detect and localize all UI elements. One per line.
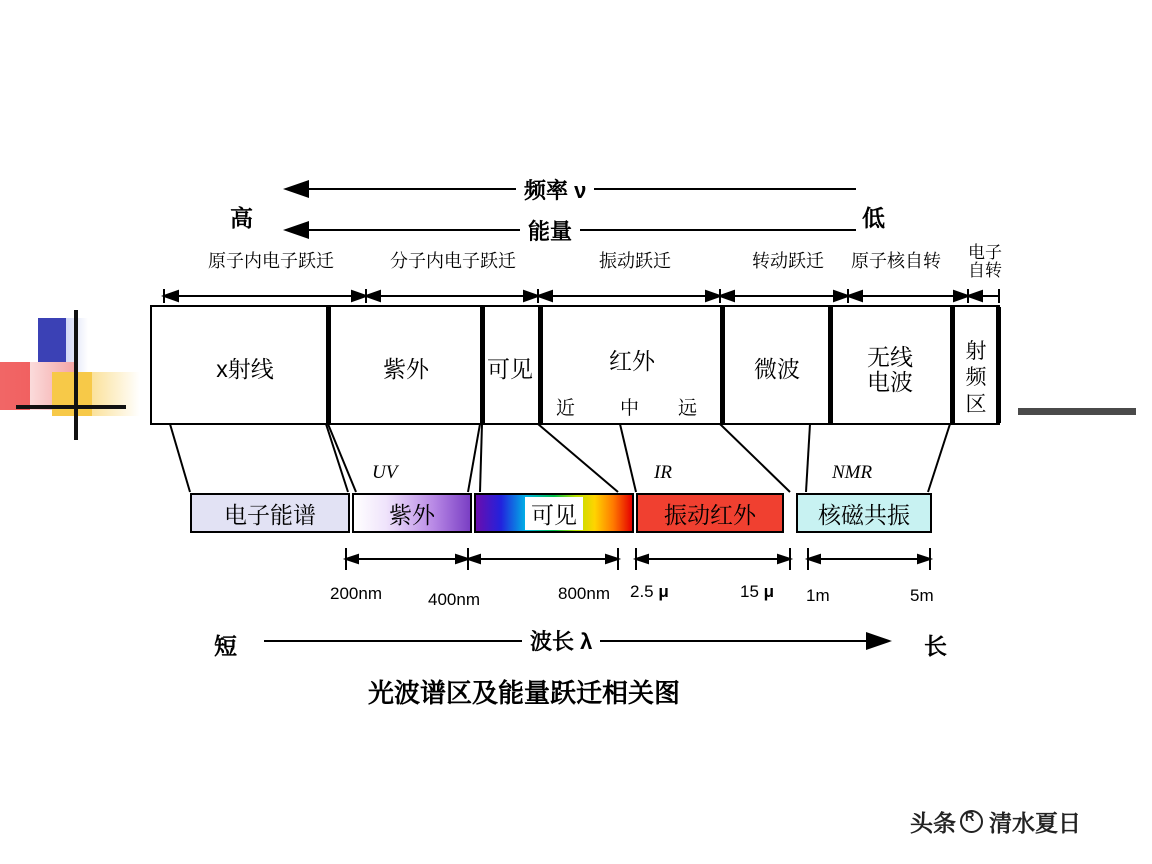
band-label-microwave: 微波 bbox=[754, 356, 800, 382]
spectrum-strip bbox=[150, 305, 1000, 427]
transition-arrows bbox=[150, 288, 1000, 304]
ir-subband-far: 远 bbox=[678, 398, 698, 419]
band-label-ir: 红外 bbox=[609, 348, 655, 374]
technique-box-visible-label: 可见 bbox=[525, 497, 583, 530]
technique-box-electron-spectroscopy[interactable]: 电子能谱 bbox=[190, 493, 350, 533]
decorative-logo-graphic bbox=[0, 300, 140, 440]
transition-label-1: 分子内电子跃迁 bbox=[390, 251, 516, 271]
strip-right-edge bbox=[996, 307, 1001, 423]
funnel-connectors bbox=[150, 424, 1000, 494]
ir-subband-mid: 中 bbox=[620, 398, 640, 419]
transition-label-0: 原子内电子跃迁 bbox=[208, 251, 334, 271]
transition-label-5: 电子 自转 bbox=[968, 243, 1002, 280]
high-label: 高 bbox=[230, 205, 253, 231]
figure-caption: 光波谱区及能量跃迁相关图 bbox=[368, 678, 681, 708]
scale-label-15um: 15 μ bbox=[740, 582, 775, 601]
technique-box-ir[interactable]: 振动红外 bbox=[636, 493, 784, 533]
technique-box-nmr[interactable]: 核磁共振 bbox=[796, 493, 932, 533]
band-label-visible: 可见 bbox=[487, 356, 533, 382]
watermark-prefix: 头条 bbox=[910, 810, 956, 836]
scale-label-2p5um: 2.5 μ bbox=[630, 582, 669, 601]
band-label-radio: 无线 电波 bbox=[867, 344, 913, 396]
watermark bbox=[910, 805, 1081, 838]
technique-tag-nmr: NMR bbox=[832, 462, 873, 483]
wavelength-scale-row bbox=[150, 544, 1000, 572]
energy-axis-label: 能量 bbox=[520, 215, 580, 246]
strip-top-rule bbox=[150, 305, 1000, 307]
divider-ir-micro bbox=[720, 307, 725, 423]
technique-box-visible[interactable] bbox=[474, 493, 634, 533]
transition-label-4: 原子核自转 bbox=[851, 251, 941, 271]
divider-radio-rf bbox=[950, 307, 955, 423]
frequency-axis-label: 频率 ν bbox=[516, 174, 594, 205]
band-label-rf: 射 频 区 bbox=[965, 340, 987, 416]
transition-row bbox=[150, 243, 1002, 302]
watermark-name: 清水夏日 bbox=[989, 810, 1081, 836]
divider-micro-radio bbox=[828, 307, 833, 423]
short-label: 短 bbox=[214, 633, 237, 659]
transition-label-3: 转动跃迁 bbox=[752, 251, 824, 271]
scale-label-200nm: 200nm bbox=[330, 584, 382, 603]
scale-label-1m: 1m bbox=[806, 586, 830, 605]
strip-left-edge bbox=[150, 305, 152, 425]
technique-box-uv-label: 紫外 bbox=[389, 501, 435, 528]
technique-box-uv[interactable] bbox=[352, 493, 472, 533]
technique-tag-ir: IR bbox=[654, 462, 672, 483]
frequency-arrow-head bbox=[283, 180, 309, 198]
divider-xray-uv bbox=[326, 307, 331, 423]
divider-vis-ir bbox=[538, 307, 543, 423]
transition-label-2: 振动跃迁 bbox=[599, 251, 671, 271]
band-label-xray: x射线 bbox=[216, 356, 274, 382]
scale-label-5m: 5m bbox=[910, 586, 934, 605]
registered-mark-icon bbox=[960, 810, 983, 833]
scale-label-400nm: 400nm bbox=[428, 590, 480, 609]
low-label: 低 bbox=[862, 205, 885, 231]
decorative-bar-right bbox=[1018, 408, 1136, 415]
wavelength-arrow-head bbox=[866, 632, 892, 650]
energy-arrow-head bbox=[283, 221, 309, 239]
band-label-uv: 紫外 bbox=[383, 356, 429, 382]
long-label: 长 bbox=[924, 633, 947, 659]
technique-tag-uv: UV bbox=[372, 462, 398, 483]
wavelength-axis-label: 波长 λ bbox=[522, 625, 600, 656]
ir-subband-near: 近 bbox=[556, 398, 576, 419]
scale-label-800nm: 800nm bbox=[558, 584, 610, 603]
